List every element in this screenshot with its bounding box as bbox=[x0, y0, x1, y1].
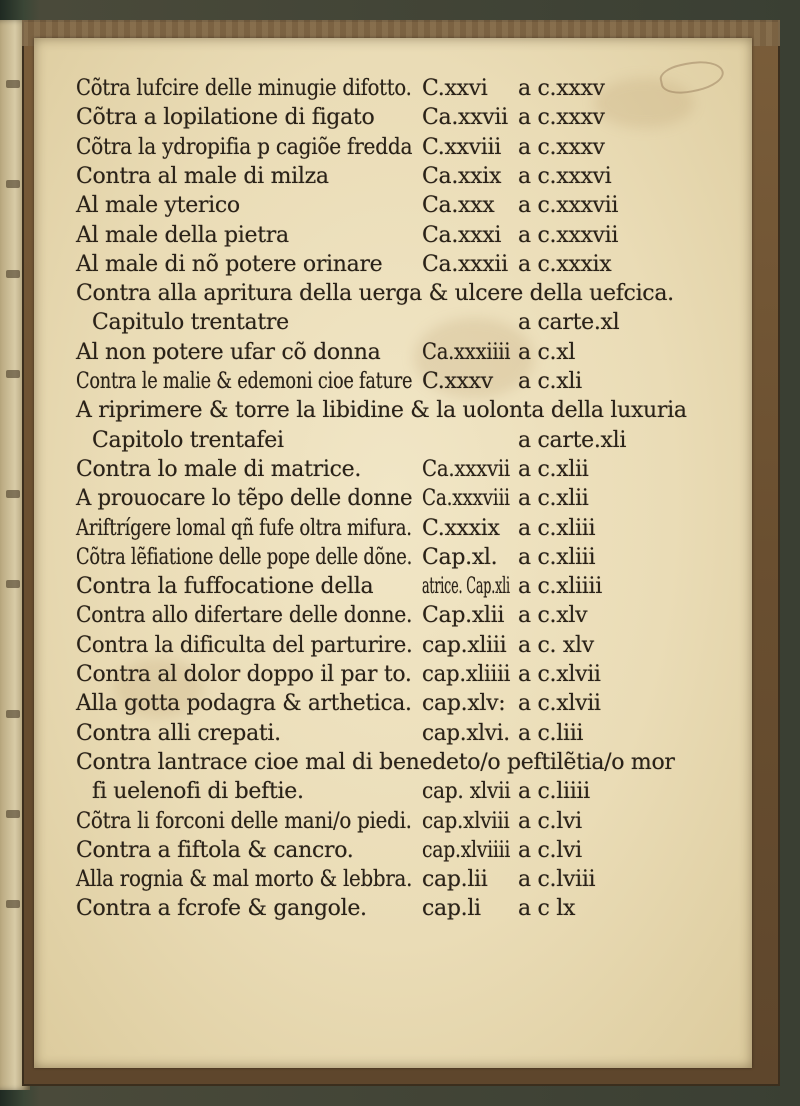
toc-entry-chapter: Cap.xlii bbox=[422, 603, 505, 629]
toc-entry-title: Contra lantrace cioe mal di benedeto/o peftilẽtia/o mor bbox=[76, 749, 675, 775]
toc-entry-page: a c.xlvii bbox=[518, 662, 601, 687]
ink-mark bbox=[6, 580, 20, 588]
toc-entry-title: Capitolo trentafei bbox=[92, 427, 284, 453]
toc-entry-title: Cõtra la ydropifia p cagiõe fredda bbox=[76, 134, 413, 160]
toc-entry-title: Contra al male di milza bbox=[76, 163, 329, 189]
toc-entry-page: a carte.xli bbox=[518, 427, 627, 453]
toc-entry-title: Contra la dificulta del parturire. bbox=[76, 632, 413, 658]
toc-entry-chapter: Ca.xxxii bbox=[422, 251, 508, 277]
toc-entry-page: a c.xlii bbox=[518, 486, 589, 512]
paper-page bbox=[34, 38, 752, 1068]
ink-mark bbox=[6, 370, 20, 378]
toc-entry-chapter: cap. xlvii bbox=[422, 779, 511, 805]
toc-entry-page: a c.xliiii bbox=[518, 574, 603, 600]
ink-mark bbox=[6, 900, 20, 908]
toc-entry-title: Cõtra lufcire delle minugie difotto. bbox=[76, 76, 412, 101]
toc-entry-chapter: Ca.xxvii bbox=[422, 105, 508, 131]
toc-entry-page: a c.xxxvii bbox=[518, 193, 619, 219]
toc-entry-chapter: Ca.xxxiiii bbox=[422, 339, 511, 365]
toc-entry-page: a c.xxxv bbox=[518, 76, 605, 101]
toc-entry-page: a c.xxxvi bbox=[518, 163, 612, 189]
toc-entry-page: a c.xxxvii bbox=[518, 222, 619, 248]
toc-entry-chapter: atrice. Cap.xli bbox=[422, 574, 510, 600]
toc-entry-page: a c.lviii bbox=[518, 867, 596, 893]
toc-entry-chapter: cap.lii bbox=[422, 867, 488, 893]
toc-entry-title: Alla gotta podagra & arthetica. bbox=[76, 691, 412, 717]
toc-entry-chapter: cap.xlvi. bbox=[422, 720, 510, 746]
toc-entry-title: Cõtra a lopilatione di figato bbox=[76, 105, 375, 131]
toc-entry-title: Contra lo male di matrice. bbox=[76, 456, 362, 482]
ink-mark bbox=[6, 270, 20, 278]
toc-entry-page: a c.xliii bbox=[518, 544, 596, 570]
toc-entry-chapter: C.xxxv bbox=[422, 369, 493, 394]
toc-entry-page: a c.xl bbox=[518, 339, 576, 365]
toc-entry-title: A prouocare lo tẽpo delle donne bbox=[76, 486, 413, 512]
toc-entry-title: Contra a fcrofe & gangole. bbox=[76, 896, 367, 922]
toc-entry-title: Contra alla apritura della uerga & ulcere della uefcica. bbox=[76, 281, 674, 307]
toc-entry-title: Al male yterico bbox=[76, 193, 240, 219]
toc-entry-chapter: C.xxxix bbox=[422, 515, 500, 541]
toc-entry-page: a carte.xl bbox=[518, 310, 620, 336]
toc-entry-chapter: cap.xlviiii bbox=[422, 837, 511, 863]
toc-entry-page: a c.xxxix bbox=[518, 251, 612, 277]
toc-entry-page: a c lx bbox=[518, 896, 576, 922]
toc-entry-title: A riprimere & torre la libidine & la uolonta della luxuria bbox=[76, 398, 687, 424]
toc-entry-page: a c.lvi bbox=[518, 808, 582, 834]
toc-entry-title: Alla rognia & mal morto & lebbra. bbox=[76, 867, 413, 893]
toc-entry-chapter: cap.xlv: bbox=[422, 691, 506, 717]
toc-entry-title: Capitulo trentatre bbox=[92, 310, 289, 336]
toc-entry-page: a c.xlv bbox=[518, 603, 588, 629]
toc-entry-title: Contra a fiftola & cancro. bbox=[76, 837, 354, 863]
ink-mark bbox=[6, 80, 20, 88]
toc-entry-page: a c.xlvii bbox=[518, 691, 601, 717]
toc-entry-title: Al non potere ufar cõ donna bbox=[76, 339, 381, 365]
toc-entry-chapter: cap.xliii bbox=[422, 632, 507, 658]
toc-entry-chapter: Ca.xxx bbox=[422, 193, 495, 219]
toc-entry-title: Cõtra lẽfiatione delle pope delle dõne. bbox=[76, 544, 412, 570]
ink-mark bbox=[6, 490, 20, 498]
toc-entry-title: Contra al dolor doppo il par to. bbox=[76, 662, 412, 687]
toc-entry-title: Al male di nõ potere orinare bbox=[76, 251, 383, 277]
toc-entry-chapter: Ca.xxix bbox=[422, 163, 502, 189]
toc-entry-chapter: cap.li bbox=[422, 896, 481, 922]
toc-entry-title: Ariftrígere lomal qñ fufe oltra mifura. bbox=[76, 515, 412, 541]
toc-entry-chapter: cap.xlviii bbox=[422, 808, 510, 834]
toc-entry-title: Al male della pietra bbox=[76, 222, 289, 248]
toc-entry-title: Contra allo difertare delle donne. bbox=[76, 603, 413, 629]
ink-mark bbox=[6, 180, 20, 188]
toc-entry-page: a c.xxxv bbox=[518, 105, 605, 131]
toc-entry-page: a c.lvi bbox=[518, 837, 582, 863]
toc-entry-page: a c.xliii bbox=[518, 515, 596, 541]
toc-entry-chapter: C.xxviii bbox=[422, 134, 501, 160]
toc-entry-chapter: C.xxvi bbox=[422, 76, 488, 101]
ink-mark bbox=[6, 710, 20, 718]
toc-entry-chapter: Ca.xxxviii bbox=[422, 486, 510, 512]
toc-entry-chapter: cap.xliiii bbox=[422, 662, 511, 687]
toc-entry-page: a c.liiii bbox=[518, 779, 590, 805]
toc-entry-title: Contra le malie & edemoni cioe fature bbox=[76, 369, 413, 394]
table-of-contents bbox=[34, 38, 752, 1068]
ink-mark bbox=[6, 810, 20, 818]
toc-entry-page: a c. xlv bbox=[518, 632, 594, 658]
toc-entry-chapter: Ca.xxxvii bbox=[422, 456, 510, 482]
toc-entry-page: a c.xli bbox=[518, 369, 582, 394]
toc-entry-title: Contra la fuffocatione della bbox=[76, 574, 374, 600]
toc-entry-chapter: Ca.xxxi bbox=[422, 222, 502, 248]
toc-entry-title: Contra alli crepati. bbox=[76, 720, 281, 746]
toc-entry-page: a c.xlii bbox=[518, 456, 589, 482]
toc-entry-title: Cõtra li forconi delle mani/o piedi. bbox=[76, 808, 412, 834]
toc-entry-page: a c.liii bbox=[518, 720, 584, 746]
toc-entry-page: a c.xxxv bbox=[518, 134, 605, 160]
toc-entry-chapter: Cap.xl. bbox=[422, 544, 498, 570]
toc-entry-title: fi uelenofi di beftie. bbox=[92, 779, 304, 805]
